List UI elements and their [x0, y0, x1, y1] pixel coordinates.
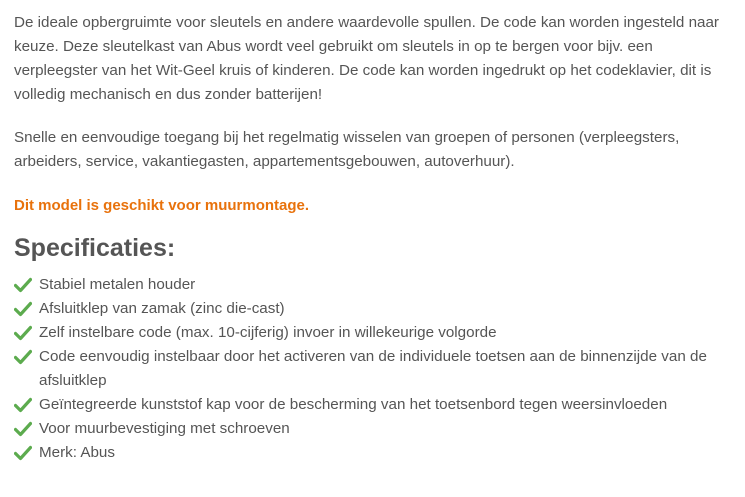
check-icon — [14, 397, 32, 413]
check-icon — [14, 445, 32, 461]
check-icon — [14, 421, 32, 437]
spec-text: Geïntegreerde kunststof kap voor de bescherming van het toetsenbord tegen weersinvloeden — [39, 396, 668, 413]
specs-heading: Specificaties: — [14, 234, 176, 262]
mounting-note: Dit model is geschikt voor muurmontage. — [14, 197, 310, 214]
check-icon — [14, 301, 32, 317]
list-item — [14, 417, 731, 441]
spec-text: Afsluitklep van zamak (zinc die-cast) — [39, 300, 285, 317]
list-item — [14, 273, 731, 297]
check-icon — [14, 325, 32, 341]
list-item — [14, 393, 731, 417]
list-item — [14, 441, 731, 465]
list-item — [14, 345, 731, 393]
spec-text: Voor muurbevestiging met schroeven — [39, 420, 290, 437]
spec-text: Stabiel metalen houder — [39, 276, 196, 293]
spec-text: Code eenvoudig instelbaar door het activeren van de individuele toetsen aan de binnenzijde van de afsluitklep — [39, 348, 707, 389]
description-paragraph-1: De ideale opbergruimte voor sleutels en andere waardevolle spullen. De code kan worden ingesteld naar keuze. Deze sleutelkast van Abus wordt veel gebruikt om sleutels in op te bergen voor bijv. een verpleegster van het Wit-Geel kruis of kinderen. De code kan worden ingedrukt op het codeklavier, dit is volledig mechanisch en dus zonder batterijen! — [14, 14, 719, 103]
specs-list — [14, 273, 731, 465]
description-paragraph-2: Snelle en eenvoudige toegang bij het regelmatig wisselen van groepen of personen (verpleegsters, arbeiders, service, vakantiegasten, appartementsgebouwen, autoverhuur). — [14, 129, 680, 170]
list-item — [14, 297, 731, 321]
check-icon — [14, 349, 32, 365]
check-icon — [14, 277, 32, 293]
list-item — [14, 321, 731, 345]
spec-text: Zelf instelbare code (max. 10-cijferig) invoer in willekeurige volgorde — [39, 324, 497, 341]
spec-text: Merk: Abus — [39, 444, 115, 461]
